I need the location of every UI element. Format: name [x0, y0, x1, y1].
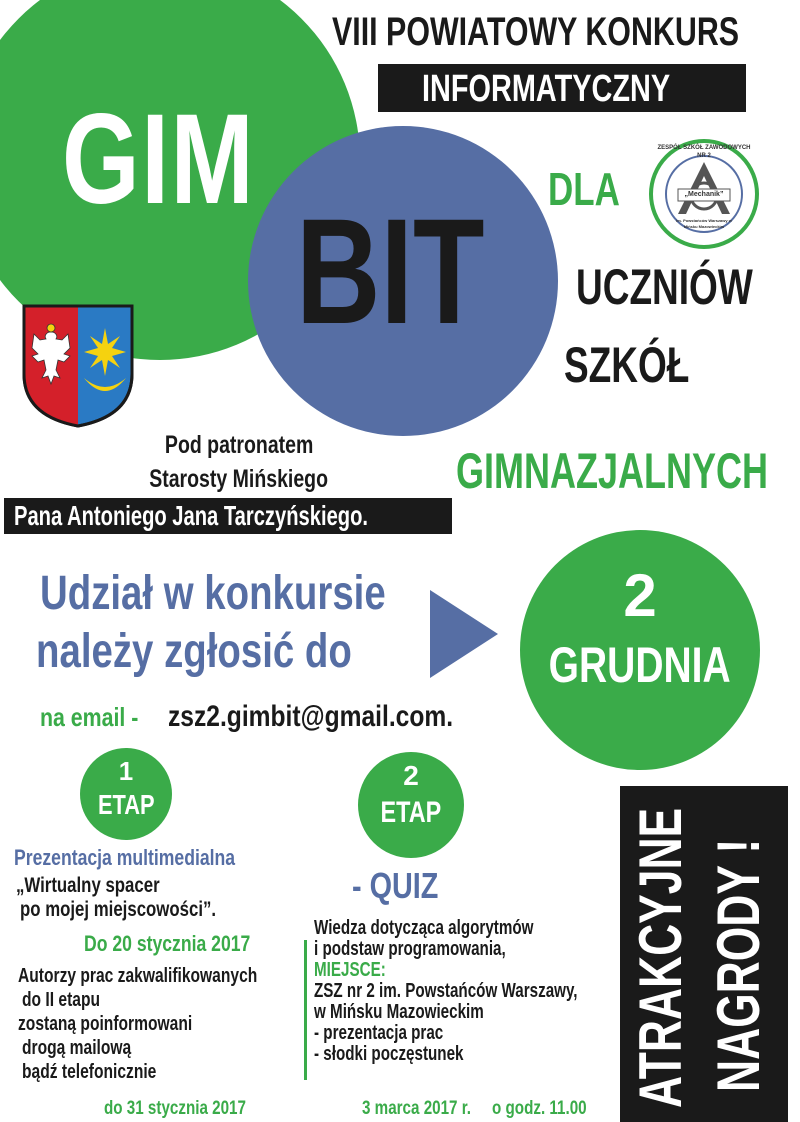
- patronage-line1-wrap: [64, 430, 414, 460]
- patronage-line2: Starosty Mińskiego: [149, 465, 329, 493]
- stage1-number: 1: [118, 756, 134, 786]
- stage2-time: o godz. 11.00: [492, 1098, 587, 1119]
- school-badge: [648, 138, 760, 250]
- stage1-final-date: do 31 stycznia 2017: [104, 1098, 246, 1119]
- school-badge-bottom-text: im. Powstańców Warszawy w Mińsku Mazowieckim: [676, 218, 732, 229]
- stage1-title: Prezentacja multimedialna: [14, 845, 236, 870]
- audience-line1: DLA: [548, 163, 620, 215]
- stage2-place-line: w Mińsku Mazowieckim: [314, 1001, 484, 1023]
- deadline-month: GRUDNIA: [548, 637, 731, 693]
- stage2-date: 3 marca 2017 r.: [362, 1098, 472, 1119]
- school-badge-ring-text: ZESPÓŁ SZKÓŁ ZAWODOWYCH NR 2: [657, 145, 751, 159]
- audience-line2: UCZNIÓW: [576, 259, 753, 315]
- stage1-info-line: zostaną poinformowani: [18, 1013, 193, 1035]
- stage1-info-line: do II etapu: [22, 989, 100, 1011]
- stage2-title: - QUIZ: [352, 865, 439, 906]
- prizes-line1: ATRAKCYJNE: [627, 807, 694, 1108]
- stage1-label-wrap: [80, 790, 172, 820]
- coat-of-arms-emblem: [22, 304, 134, 428]
- deadline-day-wrap: [520, 562, 760, 629]
- stage2-label: ETAP: [380, 796, 442, 829]
- stage2-place-line: - prezentacja prac: [314, 1022, 444, 1044]
- school-badge-center-text: „Mechanik”: [684, 191, 724, 198]
- deadline-day: 2: [623, 562, 657, 629]
- patronage-line1: Pod patronatem: [164, 431, 314, 459]
- prizes-line1-wrap: [626, 788, 696, 1108]
- stage2-desc-line2: i podstaw programowania,: [314, 938, 506, 960]
- arrow-right-icon: [430, 590, 498, 678]
- stage1-info: [18, 964, 308, 1084]
- email-label: na email -: [40, 702, 139, 732]
- stage1-subtitle-line1: „Wirtualny spacer: [16, 874, 160, 897]
- audience-line3: SZKÓŁ: [564, 337, 690, 393]
- header-title-line2: INFORMATYCZNY: [422, 68, 671, 110]
- gim-logo-text: GIM: [62, 88, 256, 231]
- registration-line1: Udział w konkursie: [40, 567, 386, 620]
- stage2-desc-line1: Wiedza dotycząca algorytmów: [314, 917, 534, 939]
- prizes-line2-wrap: [704, 792, 774, 1092]
- stage2-place-line: ZSZ nr 2 im. Powstańców Warszawy,: [314, 980, 578, 1002]
- stage2-info: [314, 918, 584, 1065]
- header-title-box: [378, 64, 746, 112]
- prizes-line2: NAGRODY !: [705, 838, 772, 1092]
- stage1-deadline: Do 20 stycznia 2017: [84, 931, 251, 956]
- patronage-line3: Pana Antoniego Jana Tarczyńskiego.: [14, 500, 369, 531]
- stage1-label: ETAP: [97, 789, 155, 820]
- coat-of-arms-graphic: [22, 304, 134, 428]
- deadline-month-wrap: [520, 637, 760, 693]
- stage1-info-line: Autorzy prac zakwalifikowanych: [18, 965, 258, 987]
- stage2-label-wrap: [358, 797, 464, 829]
- stage1-subtitle-line2: po mojej miejscowości”.: [20, 898, 217, 921]
- bit-logo-text: BIT: [296, 187, 485, 355]
- audience-line4: GIMNAZJALNYCH: [456, 443, 768, 499]
- stage1-info-line: bądź telefonicznie: [22, 1061, 157, 1083]
- stage2-number: 2: [403, 760, 419, 791]
- registration-line2: należy zgłosić do: [36, 625, 352, 678]
- header-title-line1: VIII POWIATOWY KONKURS: [332, 10, 740, 54]
- email-address[interactable]: zsz2.gimbit@gmail.com.: [168, 700, 454, 733]
- prizes-box: [620, 786, 788, 1122]
- stage2-place-label: MIEJSCE:: [314, 959, 386, 981]
- stage2-place-line: - słodki poczęstunek: [314, 1043, 464, 1065]
- patronage-line2-wrap: [64, 464, 414, 494]
- stage1-info-line: drogą mailową: [22, 1037, 132, 1059]
- patronage-line3-box: [4, 498, 452, 534]
- stage2-divider: [304, 940, 307, 1080]
